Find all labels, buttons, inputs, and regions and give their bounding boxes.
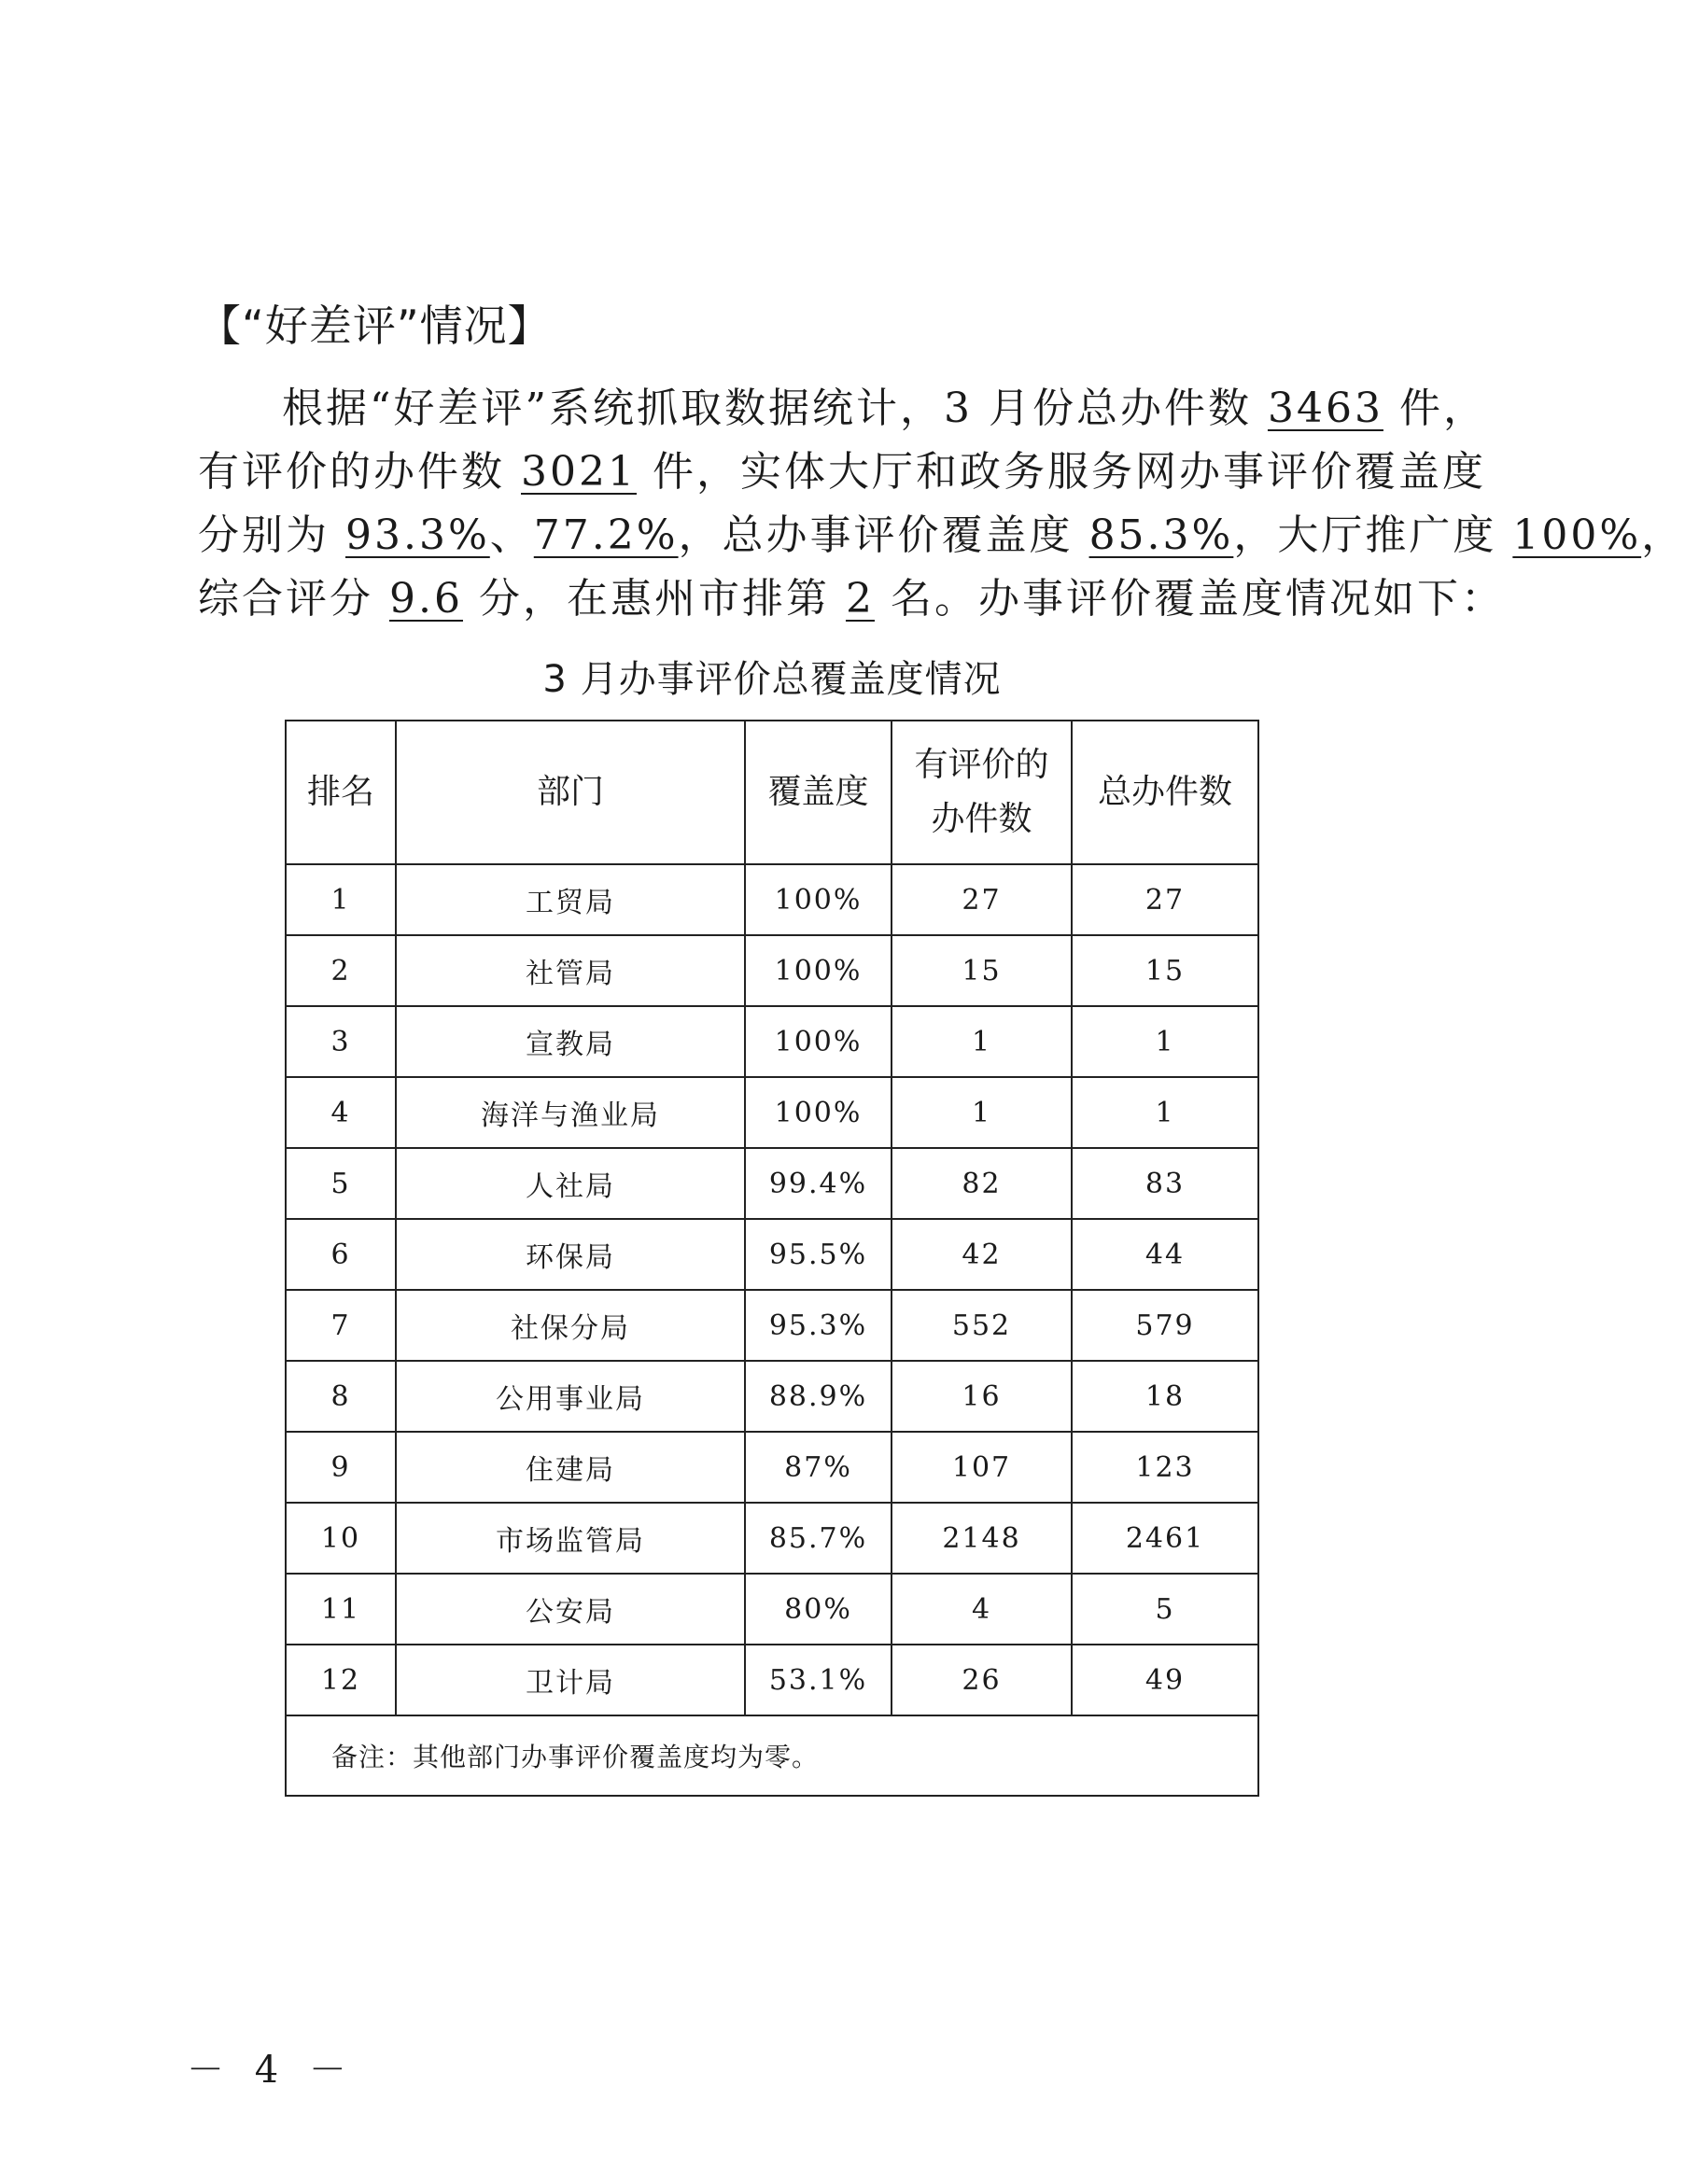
cell-total-cases: 83	[1072, 1148, 1258, 1219]
cell-coverage: 87%	[745, 1432, 892, 1503]
cell-rank: 4	[286, 1077, 396, 1148]
cell-total-cases: 15	[1072, 935, 1258, 1006]
cell-total-cases: 5	[1072, 1574, 1258, 1645]
table-row	[286, 1006, 1258, 1077]
cell-department: 公安局	[396, 1574, 745, 1645]
cell-rank: 1	[286, 864, 396, 935]
table-row	[286, 1148, 1258, 1219]
header-rated-cases	[892, 721, 1072, 864]
web-coverage-value: 77.2%	[533, 511, 679, 559]
rated-cases-value: 3021	[521, 448, 637, 496]
section-heading: 【“好差评”情况】	[198, 301, 552, 351]
cell-total-cases: 1	[1072, 1077, 1258, 1148]
text-fragment: 分，在惠州市排第	[462, 575, 846, 623]
text-fragment: 、	[489, 511, 534, 559]
header-rated-line-1: 有评价的	[914, 746, 1049, 784]
cell-department: 社管局	[396, 935, 745, 1006]
cell-rank: 6	[286, 1219, 396, 1290]
table-row	[286, 1574, 1258, 1645]
table-row	[286, 1290, 1258, 1361]
hall-coverage-value: 93.3%	[345, 511, 490, 559]
cell-department: 人社局	[396, 1148, 745, 1219]
total-cases-value: 3463	[1267, 385, 1383, 432]
cell-department: 公用事业局	[396, 1361, 745, 1432]
cell-department: 社保分局	[396, 1290, 745, 1361]
cell-rated-cases: 1	[892, 1006, 1072, 1077]
text-fragment: 有评价的办件数	[198, 448, 521, 496]
cell-rank: 9	[286, 1432, 396, 1503]
paragraph-line-3	[198, 504, 1685, 567]
cell-coverage: 100%	[745, 864, 892, 935]
table-row	[286, 1077, 1258, 1148]
cell-rank: 8	[286, 1361, 396, 1432]
cell-total-cases: 27	[1072, 864, 1258, 935]
header-department: 部门	[396, 721, 745, 864]
cell-rank: 7	[286, 1290, 396, 1361]
paragraph-line-1	[198, 377, 1487, 441]
cell-coverage: 80%	[745, 1574, 892, 1645]
cell-rated-cases: 27	[892, 864, 1072, 935]
text-fragment: 根据“好差评”系统抓取数据统计，3 月份总办件数	[282, 385, 1268, 432]
table-title: 3 月办事评价总覆盖度情况	[542, 658, 1002, 701]
cell-department: 住建局	[396, 1432, 745, 1503]
cell-coverage: 99.4%	[745, 1148, 892, 1219]
cell-department: 海洋与渔业局	[396, 1077, 745, 1148]
cell-rated-cases: 26	[892, 1645, 1072, 1715]
promotion-value: 100%	[1512, 511, 1642, 559]
table-row	[286, 1645, 1258, 1715]
header-total-cases: 总办件数	[1072, 721, 1258, 864]
cell-rated-cases: 552	[892, 1290, 1072, 1361]
cell-rated-cases: 1	[892, 1077, 1072, 1148]
cell-total-cases: 44	[1072, 1219, 1258, 1290]
text-fragment: 综合评分	[198, 575, 389, 623]
cell-department: 卫计局	[396, 1645, 745, 1715]
text-fragment: ，总办事评价覆盖度	[678, 511, 1089, 559]
cell-rank: 12	[286, 1645, 396, 1715]
page-number: － 4 －	[187, 2049, 356, 2092]
header-rank: 排名	[286, 721, 396, 864]
table-row	[286, 1503, 1258, 1574]
cell-department: 环保局	[396, 1219, 745, 1290]
cell-total-cases: 123	[1072, 1432, 1258, 1503]
cell-coverage: 100%	[745, 935, 892, 1006]
header-coverage: 覆盖度	[745, 721, 892, 864]
cell-coverage: 100%	[745, 1006, 892, 1077]
cell-coverage: 88.9%	[745, 1361, 892, 1432]
coverage-table	[285, 720, 1259, 1797]
table-row	[286, 1219, 1258, 1290]
text-fragment: 名。办事评价覆盖度情况如下：	[874, 575, 1505, 623]
table-note-row	[286, 1715, 1258, 1796]
table-row	[286, 864, 1258, 935]
cell-rank: 11	[286, 1574, 396, 1645]
cell-rated-cases: 4	[892, 1574, 1072, 1645]
header-rated-line-2: 办件数	[931, 800, 1032, 838]
text-fragment: ，	[1641, 511, 1685, 559]
cell-rank: 2	[286, 935, 396, 1006]
rank-value: 2	[845, 575, 875, 623]
table-note: 备注：其他部门办事评价覆盖度均为零。	[286, 1715, 1258, 1796]
cell-department: 宣教局	[396, 1006, 745, 1077]
text-fragment: ，大厅推广度	[1233, 511, 1513, 559]
cell-rated-cases: 2148	[892, 1503, 1072, 1574]
cell-rated-cases: 107	[892, 1432, 1072, 1503]
summary-paragraph	[198, 377, 1685, 631]
cell-rated-cases: 15	[892, 935, 1072, 1006]
cell-coverage: 95.3%	[745, 1290, 892, 1361]
cell-rank: 10	[286, 1503, 396, 1574]
cell-rank: 5	[286, 1148, 396, 1219]
table-row	[286, 935, 1258, 1006]
text-fragment: 分别为	[198, 511, 345, 559]
table-header-row	[286, 721, 1258, 864]
cell-total-cases: 2461	[1072, 1503, 1258, 1574]
total-coverage-value: 85.3%	[1088, 511, 1234, 559]
paragraph-line-2	[198, 441, 1486, 504]
cell-rated-cases: 16	[892, 1361, 1072, 1432]
cell-rank: 3	[286, 1006, 396, 1077]
table-row	[286, 1432, 1258, 1503]
cell-coverage: 85.7%	[745, 1503, 892, 1574]
paragraph-line-4	[198, 567, 1505, 631]
cell-total-cases: 579	[1072, 1290, 1258, 1361]
cell-total-cases: 1	[1072, 1006, 1258, 1077]
score-value: 9.6	[389, 575, 463, 623]
text-fragment: 件，实体大厅和政务服务网办事评价覆盖度	[636, 448, 1486, 496]
cell-total-cases: 49	[1072, 1645, 1258, 1715]
cell-department: 工贸局	[396, 864, 745, 935]
cell-rated-cases: 82	[892, 1148, 1072, 1219]
cell-rated-cases: 42	[892, 1219, 1072, 1290]
cell-coverage: 95.5%	[745, 1219, 892, 1290]
cell-department: 市场监管局	[396, 1503, 745, 1574]
cell-coverage: 53.1%	[745, 1645, 892, 1715]
text-fragment: 件，	[1383, 385, 1487, 432]
cell-coverage: 100%	[745, 1077, 892, 1148]
cell-total-cases: 18	[1072, 1361, 1258, 1432]
table-row	[286, 1361, 1258, 1432]
